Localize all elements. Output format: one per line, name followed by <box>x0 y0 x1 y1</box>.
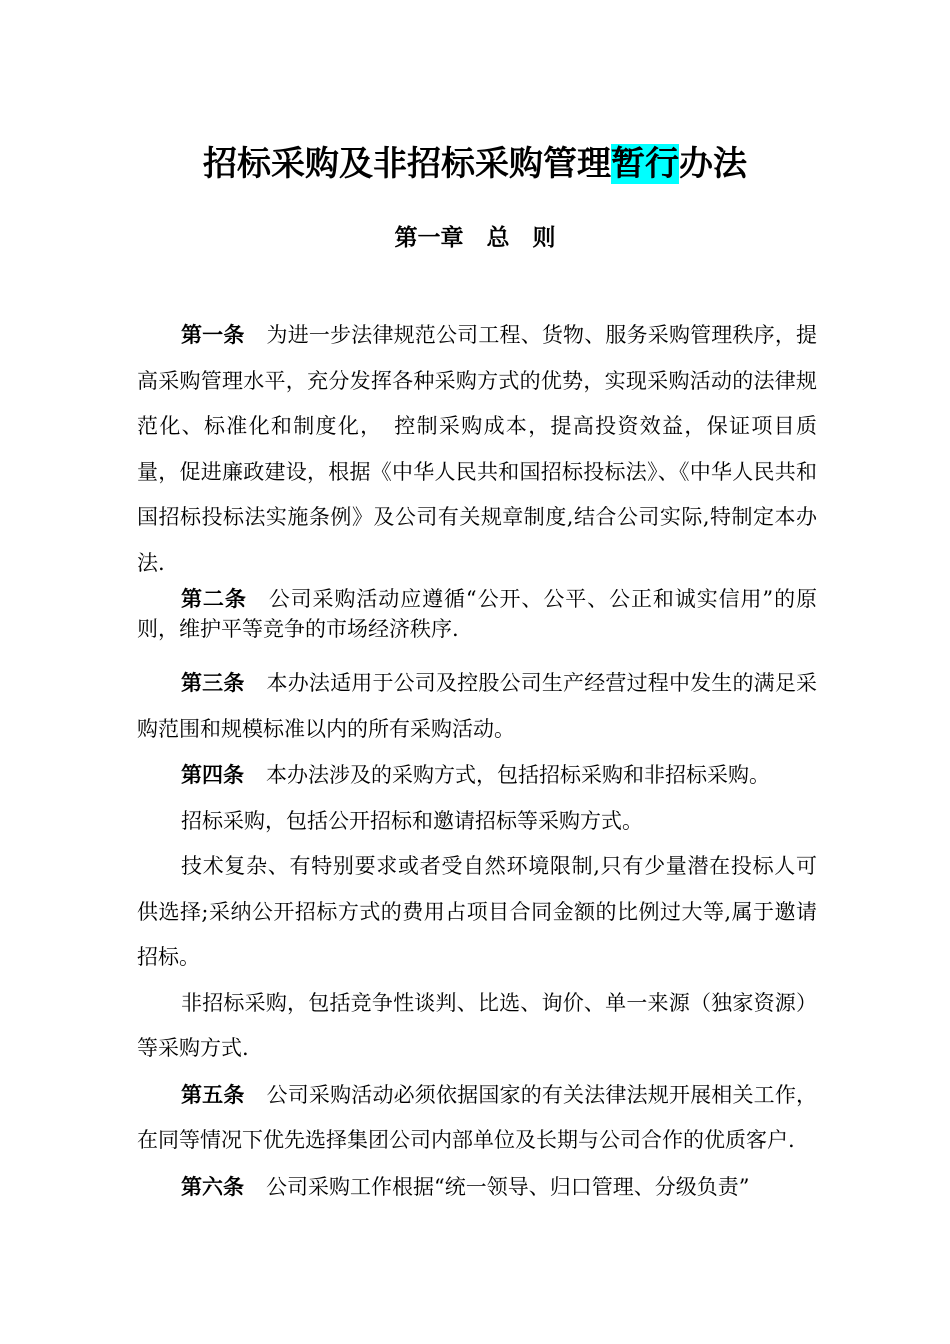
article-2 <box>137 584 817 644</box>
paragraph-non-tender-procurement <box>137 981 817 1072</box>
article-number: 第三条 <box>181 670 245 695</box>
article-text: 本办法涉及的采购方式，包括招标采购和非招标采购。 <box>266 763 770 787</box>
article-text: 公司采购活动应遵循“公开、公平、公正和诚实信用”的原则，维护平等竞争的市场经济秩序. <box>137 587 817 641</box>
paragraph-invited-tender <box>137 844 817 981</box>
article-text: 公司采购工作根据“统一领导、归口管理、分级负责” <box>266 1174 750 1199</box>
document-title <box>0 138 950 190</box>
paragraph-text: 技术复杂、有特别要求或者受自然环境限制,只有少量潜在投标人可供选择;采纳公开招标方式的费用占项目合同金额的比例过大等,属于邀请招标。 <box>137 854 817 969</box>
paragraph-text: 非招标采购，包括竞争性谈判、比选、询价、单一来源（独家资源）等采购方式. <box>137 990 817 1060</box>
article-3 <box>137 660 817 752</box>
article-number: 第五条 <box>181 1081 245 1107</box>
article-number: 第一条 <box>181 322 245 347</box>
article-number: 第四条 <box>181 762 244 787</box>
article-text: 为进一步法律规范公司工程、货物、服务采购管理秩序，提高采购管理水平，充分发挥各种采购方式的优势，实现采购活动的法律规范化、标准化和制度化， 控制采购成本，提高投资效益，保证项目质量，促进廉政建设，根据《中华人民共和国招标投标法》、《中华人民共和国招标投标法实施条例》及公司有关规章制度,结合公司实际,特制定本办法. <box>137 323 818 575</box>
title-suffix: 办法 <box>679 144 747 184</box>
article-1 <box>137 312 817 586</box>
article-number: 第二条 <box>181 586 247 611</box>
body-text <box>137 312 817 1210</box>
article-4 <box>137 752 817 799</box>
article-number: 第六条 <box>181 1173 244 1199</box>
chapter-heading: 第一章 总 则 <box>394 224 556 251</box>
paragraph-text: 招标采购，包括公开招标和邀请招标等采购方式。 <box>181 808 643 833</box>
article-text: 本办法适用于公司及控股公司生产经营过程中发生的满足采购范围和规模标准以内的所有采购活动。 <box>137 671 818 741</box>
article-6 <box>137 1164 817 1211</box>
article-text: 公司采购活动必须依据国家的有关法律法规开展相关工作，在同等情况下优先选择集团公司内部单位及长期与公司合作的优质客户. <box>137 1082 818 1152</box>
article-5 <box>137 1072 817 1164</box>
title-main: 招标采购及非招标采购管理 <box>203 144 611 184</box>
title-highlighted-text[interactable]: 暂行 <box>611 144 679 184</box>
paragraph-tender-procurement <box>137 799 817 845</box>
